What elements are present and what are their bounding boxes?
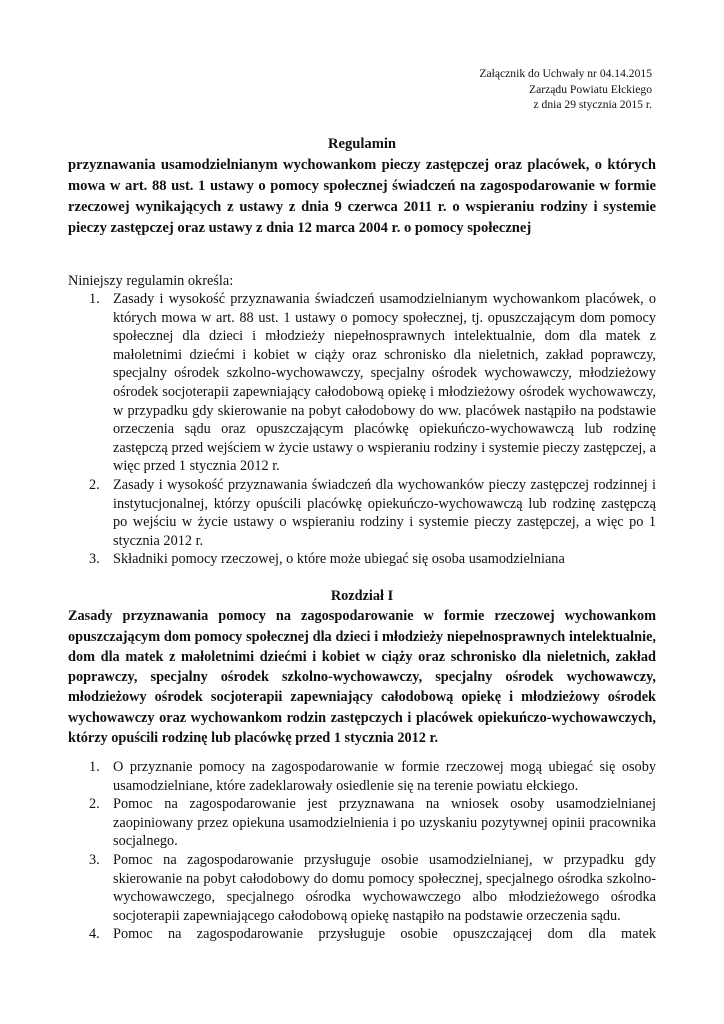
regulation-title: [68, 134, 656, 239]
attachment-line-board: Zarządu Powiatu Ełckiego: [529, 82, 652, 96]
list-item: [89, 476, 656, 550]
list-item-number: 3.: [89, 851, 100, 868]
intro-text: Niniejszy regulamin określa:: [68, 273, 234, 289]
list-item: [89, 851, 656, 925]
list-item: [89, 758, 656, 795]
attachment-line-date: z dnia 29 stycznia 2015 r.: [533, 98, 652, 111]
attachment-note: [479, 66, 652, 113]
list-item-number: 1.: [89, 291, 100, 307]
list-item-text: Składniki pomocy rzeczowej, o które może ubiegać się osoba usamodzielniana: [113, 551, 565, 568]
list-item-text: O przyznanie pomocy na zagospodarowanie w formie rzeczowej mogą ubiegać się osoby usamodzielniane, które zadeklarowały osiedlenie się na terenie powiatu ełckiego.: [113, 759, 656, 794]
chapter-title-block: [68, 586, 656, 748]
list-item-number: 2.: [89, 476, 100, 493]
list-item-number: 2.: [89, 796, 100, 813]
chapter-list: [89, 758, 656, 944]
chapter-heading: Rozdział I: [330, 588, 394, 604]
list-item: [89, 550, 656, 569]
regulation-heading: Regulamin: [327, 136, 397, 152]
scope-list: [89, 290, 656, 569]
list-item-number: 1.: [89, 759, 100, 775]
chapter-title: Zasady przyznawania pomocy na zagospodarowanie w formie rzeczowej wychowankom opuszczającym dom pomocy społecznej dla dzieci i młodzieży niepełnosprawnych intelektualnie, dom dla matek z małoletnimi dziećmi i kobiet w ciąży oraz schronisko dla nieletnich, zakład poprawczy, specjalny ośrodek szkolno-wychowawczy, specjalny ośrodek wychowawczy, młodzieżowy ośrodek socjoterapii zapewniający całodobową opiekę i młodzieżowy ośrodek wychowawczy oraz wychowankom rodzin zastępczych i placówek opiekuńczo-wychowawczych, którzy opuścili rodzinę lub placówkę przed 1 stycznia 2012 r.: [68, 608, 656, 747]
list-item-text: Pomoc na zagospodarowanie jest przyznawana na wniosek osoby usamodzielnianej zaopiniowany przez opiekuna usamodzielnienia i po uzyskaniu pozytywnej opinii pracownika socjalnego.: [113, 796, 656, 850]
list-item-text: Pomoc na zagospodarowanie przysługuje osobie opuszczającej dom dla matek: [113, 926, 656, 943]
list-item-text: Zasady i wysokość przyznawania świadczeń dla wychowanków pieczy zastępczej rodzinnej i instytucjonalnej, którzy opuścili placówkę opiekuńczo-wychowawczą lub rodzinę zastępczą po wejściu w życie ustawy o wspieraniu rodziny i systemie pieczy zastępczej, a więc po 1 stycznia 2012 r.: [113, 476, 656, 549]
list-item-text: Zasady i wysokość przyznawania świadczeń usamodzielnianym wychowankom placówek, o których mowa w art. 88 ust. 1 ustawy o pomocy społecznej, tj. opuszczającym dom pomocy społecznej dla dzieci i młodzieży niepełnosprawnych intelektualnie, dom dla matek z małoletnimi dziećmi i kobiet w ciąży oraz schronisko dla nieletnich, zakład poprawczy, specjalny ośrodek szkolno-wychowawczy, specjalny ośrodek wychowawczy, młodzieżowy ośrodek socjoterapii zapewniający całodobową opiekę i młodzieżowy ośrodek wychowawczy, w przypadku gdy skierowanie na pobyt całodobowy do ww. placówek nastąpiło na podstawie orzeczenia sądu oraz opuszczającym placówkę opiekuńczo-wychowawczą lub rodzinę zastępczą przed wejściem w życie ustawy o wspieraniu rodziny i systemie pieczy zastępczej, a więc przed 1 stycznia 2012 r.: [113, 291, 656, 475]
list-item: [89, 795, 656, 851]
attachment-line-resolution: Załącznik do Uchwały nr 04.14.2015: [479, 67, 652, 80]
list-item: [89, 925, 656, 944]
list-item: [89, 290, 656, 476]
list-item-text: Pomoc na zagospodarowanie przysługuje osobie usamodzielnianej, w przypadku gdy skierowanie na pobyt całodobowy do domu pomocy społecznej, specjalnego ośrodka szkolno-wychowawczego, specjalnego ośrodka wychowawczego albo młodzieżowego ośrodka socjoterapii zapewniającego całodobową opiekę nastąpiło na podstawie orzeczenia sądu.: [113, 851, 656, 924]
list-item-number: 4.: [89, 926, 100, 943]
regulation-subtitle: przyznawania usamodzielnianym wychowankom pieczy zastępczej oraz placówek, o których mowa w art. 88 ust. 1 ustawy o pomocy społecznej świadczeń na zagospodarowanie w formie rzeczowej wynikających z ustawy z dnia 9 czerwca 2011 r. o wspieraniu rodziny i systemie pieczy zastępczej oraz ustawy z dnia 12 marca 2004 r. o pomocy społecznej: [68, 157, 656, 236]
list-item-number: 3.: [89, 551, 100, 568]
